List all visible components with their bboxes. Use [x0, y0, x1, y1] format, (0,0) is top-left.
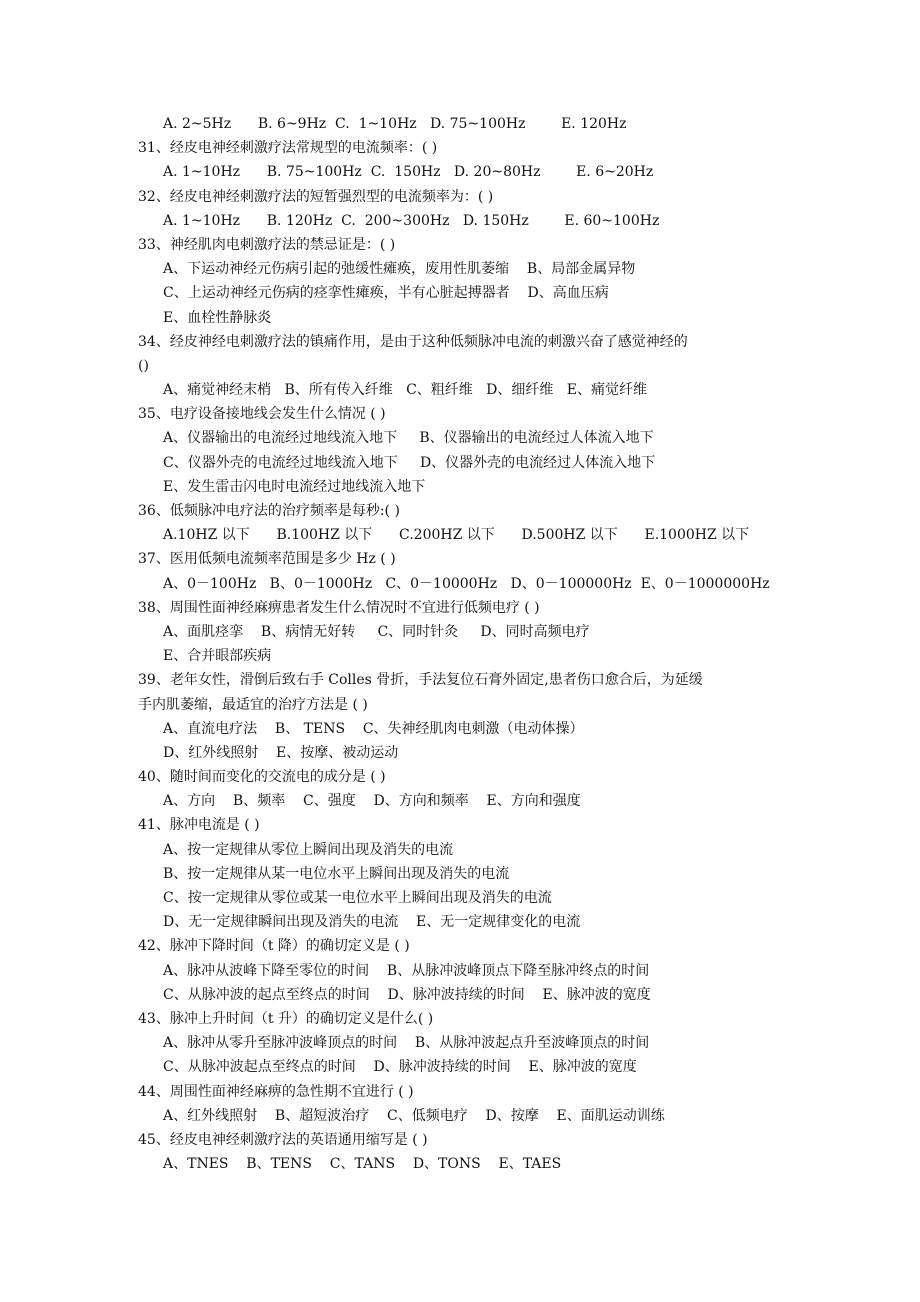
question-line: 40、随时间而变化的交流电的成分是 ( ): [138, 769, 386, 786]
option-line: A、红外线照射 B、超短波治疗 C、低频电疗 D、按摩 E、面肌运动训练: [163, 1107, 665, 1124]
option-line: A. 1~10Hz B. 75~100Hz C. 150Hz D. 20~80Hz E. 6~20Hz: [163, 164, 654, 181]
question-line: (): [138, 357, 149, 374]
option-line: A、脉冲从零升至脉冲波峰顶点的时间 B、从脉冲波起点升至波峰顶点的时间: [163, 1035, 650, 1052]
question-line: 33、神经肌肉电刺激疗法的禁忌证是：( ): [138, 236, 396, 253]
option-line: E、合并眼部疾病: [163, 648, 272, 665]
option-line: B、按一定规律从某一电位水平上瞬间出现及消失的电流: [163, 865, 510, 882]
option-line: A、TNES B、TENS C、TANS D、TONS E、TAES: [163, 1156, 562, 1173]
question-line: 36、低频脉冲电疗法的治疗频率是每秒:( ): [138, 503, 400, 519]
question-line: 35、电疗设备接地线会发生什么情况 ( ): [138, 406, 386, 423]
question-line: 31、经皮电神经刺激疗法常规型的电流频率：( ): [138, 140, 438, 157]
question-line: 37、医用低频电流频率范围是多少 Hz ( ): [138, 551, 396, 568]
option-line: D、无一定规律瞬间出现及消失的电流 E、无一定规律变化的电流: [163, 914, 581, 931]
option-line: C、按一定规律从零位或某一电位水平上瞬间出现及消失的电流: [163, 890, 552, 906]
question-list: [138, 112, 798, 1176]
option-line: A、按一定规律从零位上瞬间出现及消失的电流: [163, 841, 454, 858]
option-line: A、脉冲从波峰下降至零位的时间 B、从脉冲波峰顶点下降至脉冲终点的时间: [163, 962, 650, 979]
option-line: A. 1~10Hz B. 120Hz C. 200~300Hz D. 150Hz E. 60~100Hz: [163, 212, 660, 229]
option-line: C、仪器外壳的电流经过地线流入地下 D、仪器外壳的电流经过人体流入地下: [163, 454, 656, 471]
question-line: 32、经皮电神经刺激疗法的短暂强烈型的电流频率为：( ): [138, 188, 494, 205]
question-line: 38、周围性面神经麻痹患者发生什么情况时不宜进行低频电疗 ( ): [138, 599, 540, 616]
question-line: 44、周围性面神经麻痹的急性期不宜进行 ( ): [138, 1083, 414, 1100]
question-line: 43、脉冲上升时间（t 升）的确切定义是什么( ): [138, 1010, 434, 1027]
question-line: 39、老年女性，滑倒后致右手 Colles 骨折，手法复位石膏外固定,患者伤口愈合后，为延缓: [138, 672, 703, 689]
option-line: C、从脉冲波起点至终点的时间 D、脉冲波持续的时间 E、脉冲波的宽度: [163, 1059, 637, 1076]
option-line: A、仪器输出的电流经过地线流入地下 B、仪器输出的电流经过人体流入地下: [163, 430, 654, 447]
option-line: A、下运动神经元伤病引起的弛缓性瘫痪，废用性肌萎缩 B、局部金属异物: [163, 261, 636, 278]
option-line: A、面肌痉挛 B、病情无好转 C、同时针灸 D、同时高频电疗: [163, 623, 590, 640]
option-line: A.10HZ 以下 B.100HZ 以下 C.200HZ 以下 D.500HZ 以下 E.1000HZ 以下: [163, 527, 750, 544]
option-line: A、直流电疗法 B、 TENS C、失神经肌肉电刺激（电动体操）: [163, 720, 584, 737]
option-line: A. 2~5Hz B. 6~9Hz C. 1~10Hz D. 75~100Hz E. 120Hz: [163, 116, 627, 132]
question-line: 手内肌萎缩，最适宜的治疗方法是 ( ): [138, 696, 368, 713]
question-line: 42、脉冲下降时间（t 降）的确切定义是 ( ): [138, 938, 410, 955]
question-line: 45、经皮电神经刺激疗法的英语通用缩写是 ( ): [138, 1131, 428, 1148]
option-line: A、方向 B、频率 C、强度 D、方向和频率 E、方向和强度: [163, 793, 581, 810]
option-line: C、上运动神经元伤病的痉挛性瘫痪，半有心脏起搏器者 D、高血压病: [163, 285, 609, 302]
option-line: C、从脉冲波的起点至终点的时间 D、脉冲波持续的时间 E、脉冲波的宽度: [163, 986, 651, 1003]
question-line: 34、经皮神经电刺激疗法的镇痛作用，是由于这种低频脉冲电流的刺激兴奋了感觉神经的: [138, 333, 688, 350]
option-line: A、0－100Hz B、0－1000Hz C、0－10000Hz D、0－100000Hz E、0－1000000Hz: [163, 575, 770, 592]
question-line: 41、脉冲电流是 ( ): [138, 817, 260, 834]
option-line: E、发生雷击闪电时电流经过地线流入地下: [163, 478, 426, 495]
option-line: E、血栓性静脉炎: [163, 309, 272, 326]
option-line: D、红外线照射 E、按摩、被动运动: [163, 744, 399, 761]
option-line: A、痛觉神经末梢 B、所有传入纤维 C、粗纤维 D、细纤维 E、痛觉纤维: [163, 382, 647, 399]
